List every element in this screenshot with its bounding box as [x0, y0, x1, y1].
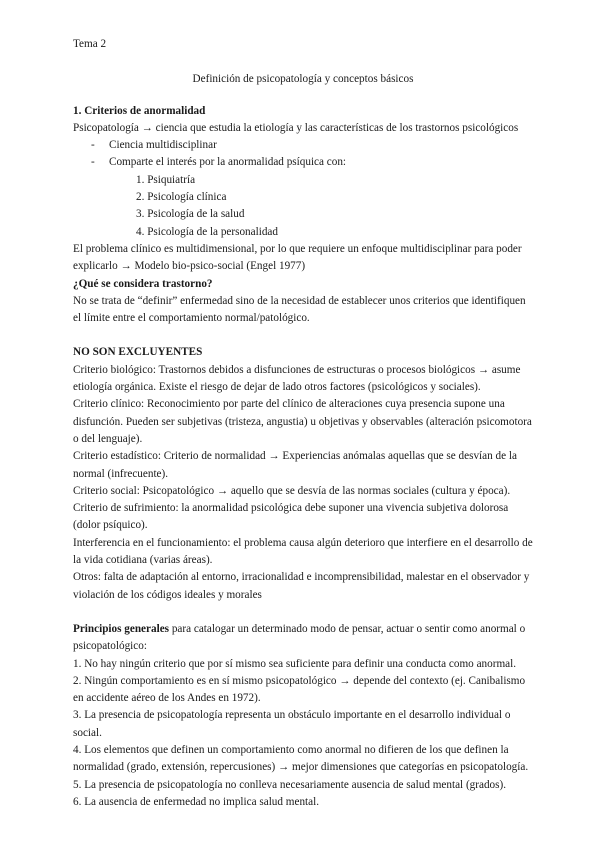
- section-principios: [73, 621, 533, 811]
- spacer: [73, 604, 533, 621]
- question-heading: ¿Qué se considera trastorno?: [73, 277, 213, 290]
- principle-item: 6. La ausencia de enfermedad no implica salud mental.: [73, 795, 320, 808]
- principle-item: 3. La presencia de psicopatología representa un obstáculo importante en el desarrollo individual o social.: [73, 709, 511, 739]
- criterion-paragraph: Criterio de sufrimiento: la anormalidad psicológica debe suponer una vivencia subjetiva dolorosa (dolor psíquico).: [73, 502, 509, 532]
- list-item: 4. Psicología de la personalidad: [136, 225, 278, 238]
- principles-heading: Principios generales: [73, 622, 170, 635]
- criterion-paragraph: Otros: falta de adaptación al entorno, irracionalidad e incomprensibilidad, malestar en el observador y violación de los códigos ideales y morales: [73, 571, 530, 601]
- criterion-paragraph: Criterio estadístico: Criterio de normalidad → Experiencias anómalas aquellas que se desvían de la normal (infrecuente).: [73, 450, 517, 480]
- spacer: [73, 327, 533, 344]
- section-heading: 1. Criterios de anormalidad: [73, 104, 206, 117]
- list-item: 1. Psiquiatría: [136, 173, 196, 186]
- criterion-paragraph: Criterio social: Psicopatológico → aquello que se desvía de las normas sociales (cultura y época).: [73, 484, 511, 497]
- document-title: Definición de psicopatología y conceptos básicos: [192, 73, 414, 86]
- numbered-list: [73, 172, 533, 241]
- criterion-paragraph: Criterio biológico: Trastornos debidos a disfunciones de estructuras o procesos biológicos → asume etiología orgánica. Existe el riesgo de dejar de lado otros factores (psicológicos y sociales).: [73, 363, 521, 394]
- list-item: - Ciencia multidisciplinar: [73, 137, 533, 154]
- principle-item: 5. La presencia de psicopatología no conlleva necesariamente ausencia de salud mental (grados).: [73, 778, 507, 791]
- section-no-excluyentes: [73, 344, 533, 603]
- list-item: - Comparte el interés por la anormalidad psíquica con:: [73, 154, 533, 171]
- paragraph: No se trata de “definir” enfermedad sino de la necesidad de establecer unos criterios que identifiquen el límite entre el comportamiento normal/patológico.: [73, 294, 526, 325]
- principle-item: 1. No hay ningún criterio que por sí mismo sea suficiente para definir una conducta como anormal.: [73, 657, 517, 670]
- list-item: 2. Psicología clínica: [136, 191, 227, 204]
- page-header: Tema 2: [73, 38, 107, 50]
- list-item: 3. Psicología de la salud: [136, 208, 245, 221]
- paragraph: El problema clínico es multidimensional, por lo que requiere un enfoque multidisciplinar para poder explicarlo → Modelo bio-psico-social (Engel 1977): [73, 242, 522, 273]
- section-heading: NO SON EXCLUYENTES: [73, 346, 203, 359]
- principles-intro: [73, 621, 533, 656]
- criterion-paragraph: Criterio clínico: Reconocimiento por parte del clínico de alteraciones cuya presencia supone una disfunción. Pueden ser subjetivas (tristeza, angustia) u objetivas y observables (alteración psicomotora o del lenguaje).: [73, 398, 532, 445]
- criterion-paragraph: Interferencia en el funcionamiento: el problema causa algún deterioro que interfiere en el desarrollo de la vida cotidiana (varias áreas).: [73, 536, 533, 567]
- principles-heading-rest: para catalogar un determinado modo de pensar, actuar o sentir como anormal o psicopatológico:: [73, 622, 526, 653]
- bullet-list: [73, 137, 533, 172]
- principle-item: 4. Los elementos que definen un comportamiento como anormal no difieren de los que definen la normalidad (grado, extensión, repercusiones) → mejor dimensiones que categorías en psicopatología.: [73, 743, 529, 774]
- section-criterios: [73, 103, 533, 328]
- principle-item: 2. Ningún comportamiento es en sí mismo psicopatológico → depende del contexto (ej. Canibalismo en accidente aéreo de los Andes en 1972).: [73, 674, 526, 705]
- intro-paragraph: Psicopatología → ciencia que estudia la etiología y las características de los trastornos psicológicos: [73, 121, 519, 134]
- document-page: [73, 36, 533, 811]
